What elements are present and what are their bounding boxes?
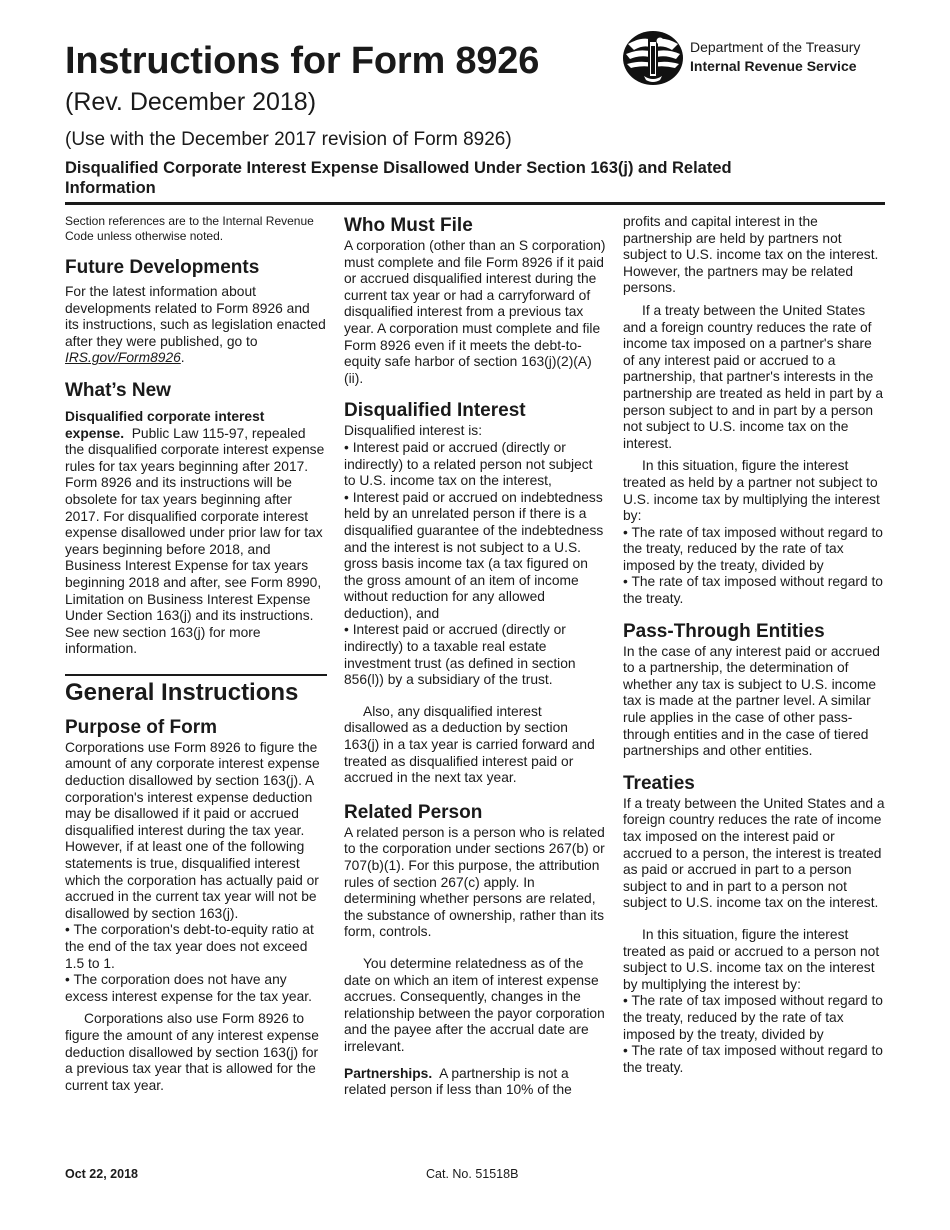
pass-through-text: In the case of any interest paid or accrued to a partnership, the determination of whether any tax is subject to U.S. income tax is made at the partner level. A similar rule applies in the case of other pass-through entities and in the case of tiered partnerships and other entities.: [623, 643, 880, 759]
treaties-text: If a treaty between the United States and a foreign country reduces the rate of income tax imposed on the interest paid or accrued to a person, the interest is treated as paid or accrued in part to a person subject to and in part to a person not subject to U.S. income tax on the interest.: [623, 795, 885, 911]
agency-name: [690, 38, 860, 76]
revision-date: (Rev. December 2018): [65, 88, 317, 116]
who-must-file-text: A corporation (other than an S corporation) must complete and file Form 8926 if it paid or accrued disqualified interest during the current tax year or had a carryforward of disqualified interest from a previous tax year. A corporation must complete and file Form 8926 even if it meets the debt-to-equity safe harbor of section 163(j)(2)(A)(ii).: [344, 238, 606, 386]
irs-eagle-logo-icon: [622, 30, 684, 86]
list-item: • The corporation does not have any excess interest expense for the tax year.: [65, 972, 312, 1004]
situation-text: In this situation, figure the interest treated as held by a partner not subject to U.S. income tax by multiplying the interest by:: [623, 458, 880, 524]
form-subtitle: Disqualified Corporate Interest Expense Disallowed Under Section 163(j) and Related Information: [65, 159, 732, 197]
treaty-partner-text: If a treaty between the United States and a foreign country reduces the rate of income tax imposed on a partner's share of any interest paid or accrued to a partnership, that partner's interests in the partnership are treated as held in part by a person subject to and in part by a person not subject to U.S. income tax on the interest.: [623, 302, 883, 451]
bullet-icon: •: [623, 1043, 628, 1059]
whats-new-lead: Disqualified corporate interest expense.: [65, 408, 265, 441]
bullet-icon: •: [623, 993, 628, 1009]
section-references-note: Section references are to the Internal Revenue Code unless otherwise noted.: [65, 214, 314, 243]
column-2: [344, 214, 606, 1099]
header-rule: [65, 202, 885, 205]
bullet-icon: •: [65, 972, 70, 988]
list-item: • Interest paid or accrued on indebtedness held by an unrelated person if there is a disqualified guarantee of the indebtedness and the interest is not subject to a U.S. gross basis income tax (a tax figured on the gross amount of an item of income without reduction for any allowed deduction), and: [344, 489, 604, 621]
heading-whats-new: What’s New: [65, 379, 171, 401]
heading-treaties: Treaties: [623, 772, 695, 794]
partnerships-text: Partnerships. A partnership is not a related person if less than 10% of the: [344, 1065, 572, 1098]
heading-who-must-file: Who Must File: [344, 215, 473, 236]
heading-future-developments: Future Developments: [65, 257, 260, 278]
use-with-note: (Use with the December 2017 revision of Form 8926): [65, 129, 512, 150]
list-item: • The rate of tax imposed without regard to the treaty, reduced by the rate of tax imposed by the treaty, divided by: [623, 993, 883, 1042]
column-3: [623, 214, 885, 1076]
list-item: • Interest paid or accrued (directly or indirectly) to a related person not subject to U.S. income tax on the interest,: [344, 439, 593, 489]
partnership-continued-text: profits and capital interest in the partnership are held by partners not subject to U.S. income tax on the interest. However, the partners may be related persons.: [623, 214, 879, 296]
list-item: • The corporation's debt-to-equity ratio at the end of the tax year does not exceed 1.5 to 1.: [65, 922, 314, 971]
heading-general-instructions: General Instructions: [65, 678, 299, 706]
heading-related-person: Related Person: [344, 801, 483, 823]
related-person-text-2: You determine relatedness as of the date on which an item of interest expense accrues. Consequently, changes in the relationship between the payor corporation and the payee after the accrual date are irrelevant.: [344, 955, 605, 1054]
heading-pass-through-entities: Pass-Through Entities: [623, 620, 825, 642]
agency-line-1: Department of the Treasury: [690, 39, 861, 55]
related-person-text: A related person is a person who is related to the corporation under sections 267(b) or 707(b)(1). For this purpose, the attribution rules of section 267(c) apply. In determining whether persons are related, the substance of ownership, rather than its form, controls.: [344, 824, 605, 940]
purpose-text: Corporations use Form 8926 to figure the amount of any corporate interest expense deduction disallowed by section 163(j). A corporation's interest expense deduction may be disallowed if it paid or accrued disqualified interest during the tax year. However, if at least one of the following statements is true, disqualified interest which the corporation has actually paid or accrued in the current tax year will not be disallowed by section 163(j).: [65, 739, 320, 921]
purpose-text-2: Corporations also use Form 8926 to figure the amount of any interest expense deduction disallowed by section 163(j) for a previous tax year that is allowed for the current tax year.: [65, 1011, 319, 1093]
heading-purpose-of-form: Purpose of Form: [65, 716, 218, 738]
bullet-icon: •: [344, 439, 349, 455]
disqualified-intro: Disqualified interest is:: [344, 423, 483, 439]
heading-disqualified-interest: Disqualified Interest: [344, 400, 526, 422]
disqualified-text-2: Also, any disqualified interest disallowed as a deduction by section 163(j) in a tax year is carried forward and treated as disqualified interest paid or accrued in the next tax year.: [344, 703, 595, 786]
bullet-icon: •: [65, 922, 70, 938]
catalog-number: Cat. No. 51518B: [426, 1167, 519, 1181]
footer-date: Oct 22, 2018: [65, 1167, 138, 1181]
bullet-icon: •: [623, 524, 628, 540]
list-item: • The rate of tax imposed without regard to the treaty, reduced by the rate of tax imposed by the treaty, divided by: [623, 524, 883, 573]
page-title: Instructions for Form 8926: [65, 40, 540, 82]
bullet-icon: •: [344, 489, 349, 505]
partnerships-lead: Partnerships.: [344, 1065, 433, 1081]
list-item: • The rate of tax imposed without regard to the treaty.: [623, 1043, 883, 1075]
whats-new-text: Disqualified corporate interest expense. Public Law 115-97, repealed the disqualified corporate interest expense rules for tax years beginning after 2017. Form 8926 and its instructions will be obsolete for tax years beginning after 2017. For disqualified corporate interest expense disallowed under prior law for tax years beginning before 2018, and Business Interest Expense for tax years beginning 2018 and after, see Form 8990, Limitation on Business Interest Expense Under Section 163(j) and its instructions. See new section 163(j) for more information.: [65, 408, 325, 657]
list-item: • The rate of tax imposed without regard to the treaty.: [623, 574, 883, 607]
column-1: [65, 214, 327, 1094]
irs-form8926-link[interactable]: IRS.gov/Form8926: [65, 350, 181, 366]
bullet-icon: •: [344, 622, 349, 638]
general-instructions-section: [65, 674, 327, 708]
bullet-icon: •: [623, 574, 628, 590]
future-developments-text: For the latest information about developments related to Form 8926 and its instructions, such as legislation enacted after they were published, go to IRS.gov/Form8926.: [65, 284, 326, 366]
agency-line-2: Internal Revenue Service: [690, 58, 857, 74]
treaties-text-2: In this situation, figure the interest treated as paid or accrued to a person not subject to U.S. income tax on the interest by multiplying the interest by:: [623, 926, 880, 992]
list-item: • Interest paid or accrued (directly or indirectly) to a taxable real estate investment trust (as defined in section 856(l)) by a subsidiary of the trust.: [344, 622, 576, 688]
